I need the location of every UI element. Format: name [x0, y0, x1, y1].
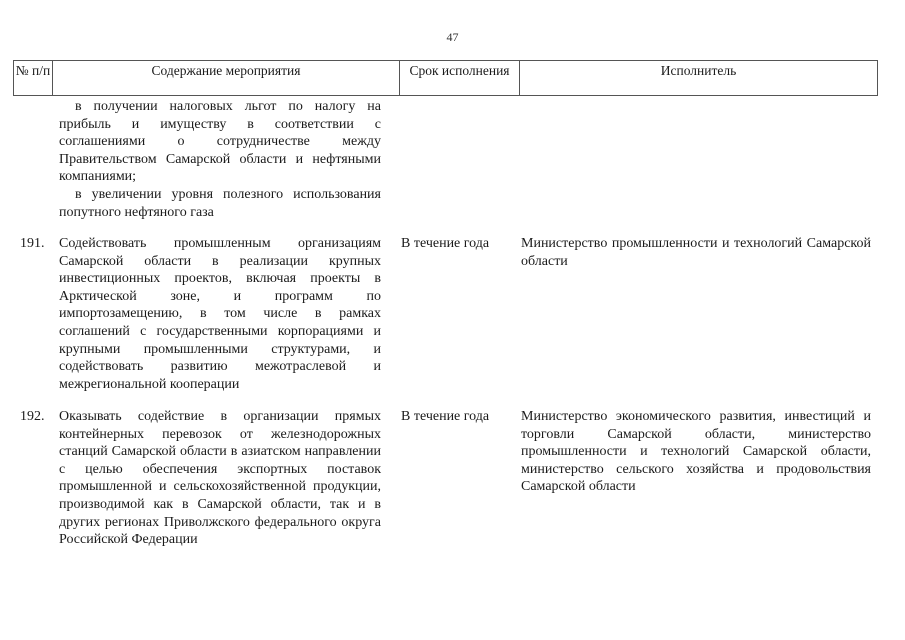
continuation-paragraph: в увеличении уровня полезного использования попутного нефтяного газа	[59, 186, 381, 220]
row-executor: Министерство промышленности и технологий Самарской области	[521, 236, 871, 269]
row-content: Содействовать промышленным организациям Самарской области в реализации крупных инвестиционных проектов, включая проекты в Арктической зоне, и программ по импортозамещению, в том числе в рамках соглашений с государственными корпорациями и крупными промышленными структурами, и содействовать развитию межотраслевой и межрегиональной кооперации	[59, 236, 381, 392]
continuation-text	[59, 98, 381, 221]
header-executor: Исполнитель	[660, 63, 737, 78]
row-term: В течение года	[401, 236, 490, 251]
page-number: 47	[446, 30, 459, 44]
header-content: Содержание мероприятия	[53, 61, 400, 95]
row-number: 191.	[20, 236, 45, 251]
row-number: 192.	[20, 409, 45, 424]
header-num: № п/п	[14, 61, 53, 95]
row-executor: Министерство экономического развития, инвестиций и торговли Самарской области, министерство промышленности и технологий Самарской области, министерство сельского хозяйства и продовольствия Самарской области	[521, 409, 871, 495]
continuation-paragraph: в получении налоговых льгот по налогу на прибыль и имуществу в соответствии с соглашениями о сотрудничестве между Правительством Самарской области и нефтяными компаниями;	[59, 99, 381, 185]
header-term: Срок исполнения	[400, 61, 520, 95]
row-content: Оказывать содействие в организации прямых контейнерных перевозок от железнодорожных станций Самарской области в азиатском направлении с целью обеспечения экспортных поставок промышленной и сельскохозяйственной продукции, производимой как в Самарской области, так и в других регионах Приволжского федерального округа Российской Федерации	[59, 409, 381, 548]
table-header	[13, 60, 878, 96]
row-term: В течение года	[401, 409, 490, 424]
